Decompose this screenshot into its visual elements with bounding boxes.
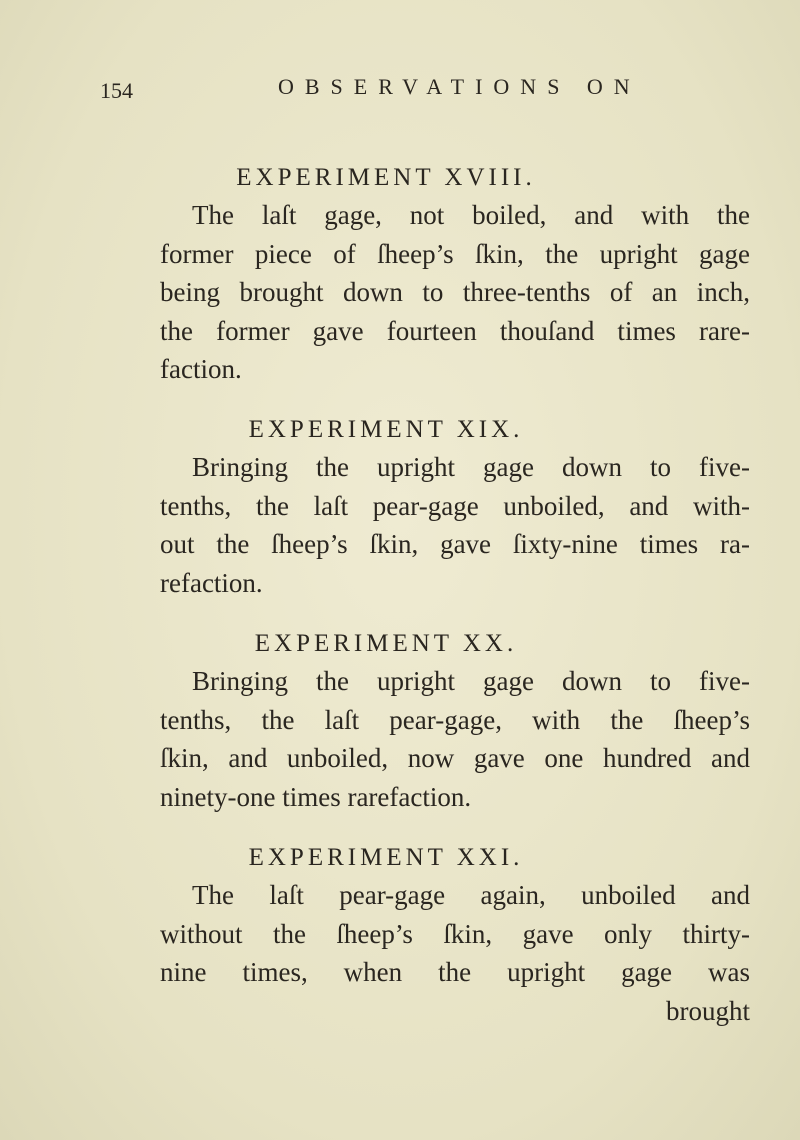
experiment-heading-xxi: [176, 838, 736, 878]
paragraph-xix: [160, 448, 750, 602]
experiment-heading: EXPERIMENT XVIII.: [236, 164, 536, 191]
text-line: the former gave fourteen thouſand times rare-: [160, 315, 750, 346]
running-title: OBSERVATIONS ON: [278, 74, 641, 99]
text-line: Bringing the upright gage down to five-: [192, 452, 750, 482]
text-line: The laſt gage, not boiled, and with the: [192, 200, 750, 230]
experiment-heading: EXPERIMENT XXI.: [248, 844, 524, 871]
text-line: faction.: [160, 354, 242, 385]
text-line: out the ſheep’s ſkin, gave ſixty-nine times ra-: [160, 529, 750, 560]
text-line: tenths, the laſt pear-gage, with the ſheep’s: [160, 704, 750, 735]
text-line: former piece of ſheep’s ſkin, the upright gage: [160, 238, 750, 269]
paragraph-xx: [160, 662, 750, 816]
text-line: ninety-one times rarefaction.: [160, 781, 472, 812]
experiment-heading: EXPERIMENT XX.: [254, 630, 518, 657]
experiment-heading-xix: [176, 410, 736, 450]
text-line: Bringing the upright gage down to five-: [192, 666, 750, 696]
experiment-heading-xviii: [176, 158, 736, 198]
catchword: brought: [666, 995, 750, 1026]
text-line: being brought down to three-tenths of an inch,: [160, 277, 750, 308]
text-line: ſkin, and unboiled, now gave one hundred and: [160, 743, 750, 774]
text-line: nine times, when the upright gage was: [160, 957, 750, 988]
text-line: tenths, the laſt pear-gage unboiled, and with-: [160, 490, 750, 521]
experiment-heading: EXPERIMENT XIX.: [248, 416, 524, 443]
text-line: The laſt pear-gage again, unboiled and: [192, 880, 750, 910]
text-line: without the ſheep’s ſkin, gave only thirty-: [160, 918, 750, 949]
paragraph-xxi: [160, 876, 750, 1030]
text-line: refaction.: [160, 567, 263, 598]
page-number: 154: [100, 78, 133, 103]
running-head: [100, 74, 740, 114]
paragraph-xviii: [160, 196, 750, 389]
experiment-heading-xx: [176, 624, 736, 664]
